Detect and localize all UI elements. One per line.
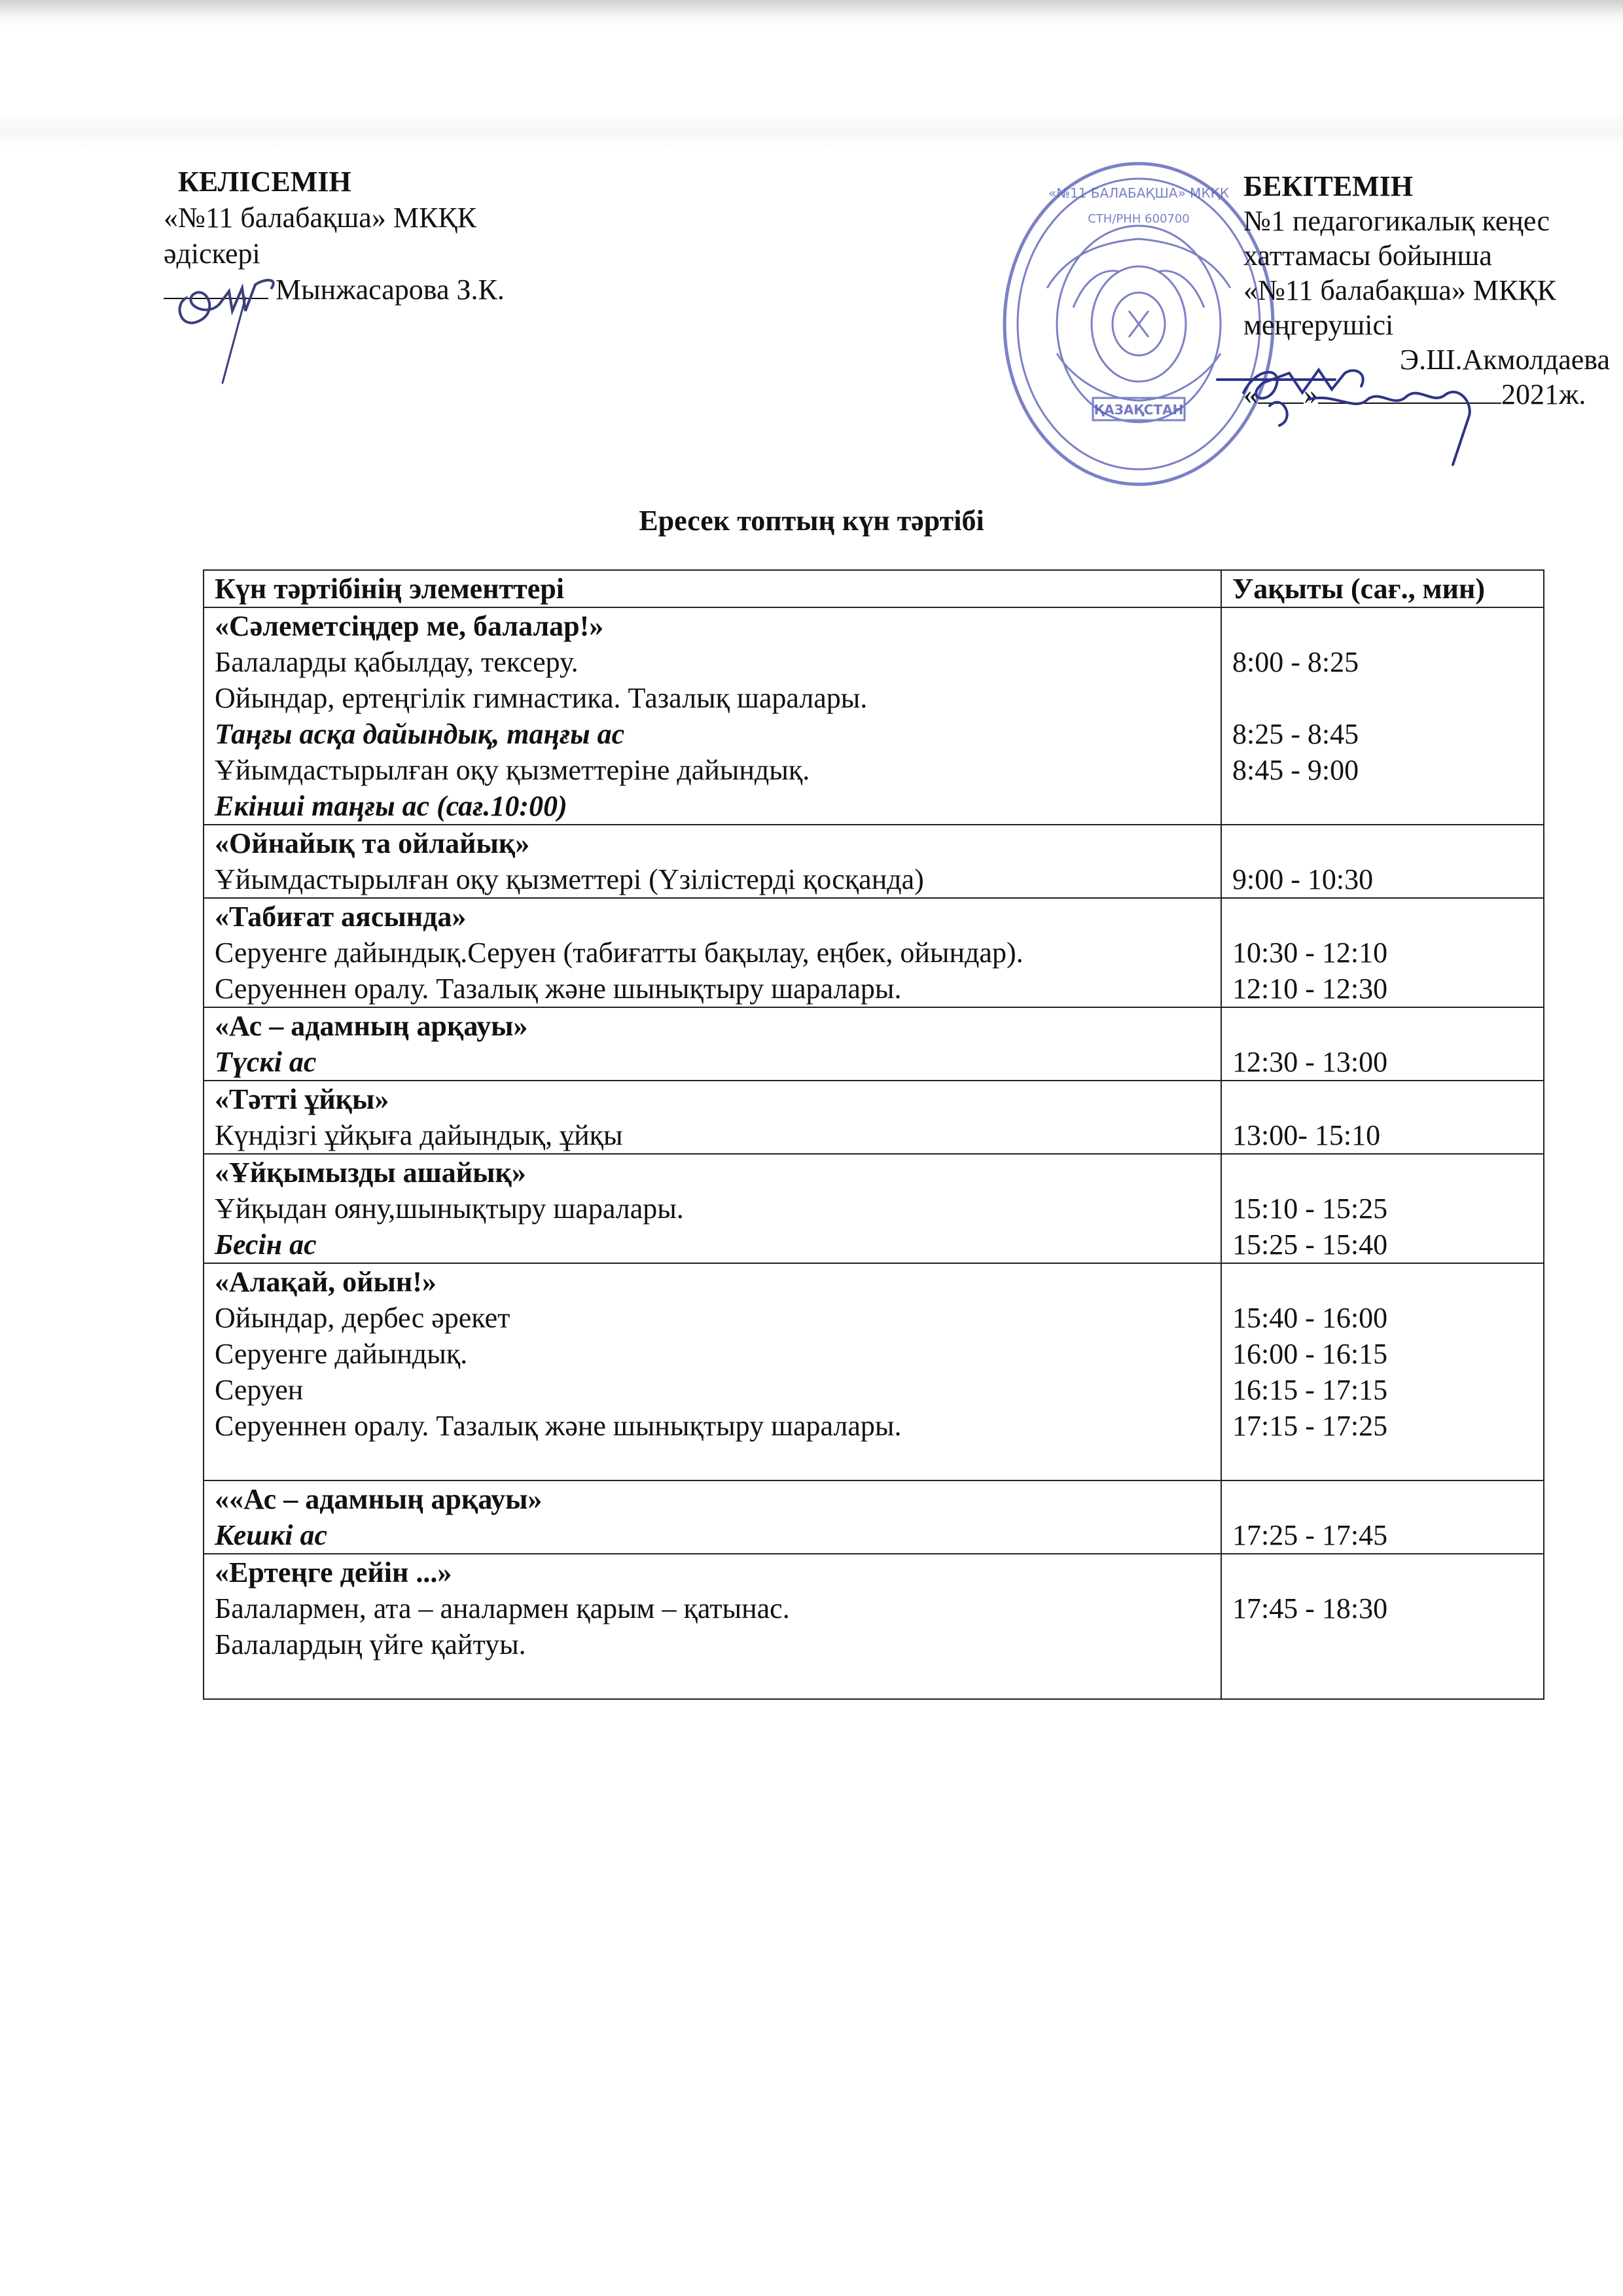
activity-line: Серуеннен оралу. Тазалық және шынықтыру шаралары. [215, 1410, 902, 1442]
seal-ring-text: «№11 БАЛАБАҚША» МКҚК [1048, 185, 1230, 201]
activity-line: Ұйымдастырылған оқу қызметтері (Үзілістерді қосқанда) [215, 863, 924, 895]
activity-cell [204, 898, 1221, 1007]
activity-cell [204, 825, 1221, 898]
table-row [204, 607, 1544, 825]
time-cell [1221, 825, 1544, 898]
time-range: 16:00 - 16:15 [1232, 1338, 1388, 1370]
table-header-row [204, 570, 1544, 607]
date-close-quote: » [1304, 378, 1318, 410]
activity-line: Серуеннен оралу. Тазалық және шынықтыру шаралары. [215, 973, 902, 1005]
activity-cell [204, 1081, 1221, 1154]
header-time: Уақыты (сағ., мин) [1221, 570, 1544, 607]
approval-left-role: әдіскері [164, 238, 260, 270]
time-range: 15:25 - 15:40 [1232, 1229, 1388, 1261]
time-cell [1221, 1263, 1544, 1480]
time-range [1232, 1081, 1533, 1117]
time-range [1232, 680, 1533, 716]
approval-right-line1: №1 педагогикалық кеңес [1243, 205, 1550, 237]
table-row [204, 825, 1544, 898]
time-range: 17:45 - 18:30 [1232, 1592, 1388, 1624]
approval-right-heading: БЕКІТЕМІН [1243, 170, 1414, 202]
time-range [1232, 608, 1533, 644]
time-cell [1221, 1480, 1544, 1554]
scan-edge-shadow [0, 0, 1623, 26]
table-row [204, 898, 1544, 1007]
time-range [1232, 1008, 1533, 1044]
time-range: 10:30 - 12:10 [1232, 937, 1388, 969]
activity-title: «Табиғат аясында» [215, 901, 467, 933]
seal-center-text: ҚАЗАҚСТАН [1094, 402, 1184, 418]
time-range: 12:10 - 12:30 [1232, 973, 1388, 1005]
time-range [1232, 1554, 1533, 1590]
time-range: 12:30 - 13:00 [1232, 1046, 1388, 1078]
activity-title: «Ойнайық та ойлайық» [215, 827, 530, 859]
time-range: 8:25 - 8:45 [1232, 718, 1359, 750]
time-cell [1221, 1081, 1544, 1154]
activity-line: Ойындар, дербес әрекет [215, 1302, 510, 1334]
time-range [1232, 1155, 1533, 1191]
time-range: 13:00- 15:10 [1232, 1119, 1381, 1151]
scan-artifact-stripe [0, 111, 1623, 151]
table-row [204, 1007, 1544, 1081]
activity-cell [204, 1007, 1221, 1081]
table-row [204, 1081, 1544, 1154]
activity-title: «Ұйқымызды ашайық» [215, 1157, 526, 1189]
approval-left-org: «№11 балабақша» МКҚК [164, 202, 477, 234]
date-open-quote: « [1243, 378, 1258, 410]
time-range: 17:25 - 17:45 [1232, 1519, 1388, 1551]
approval-right-name: Э.Ш.Акмолдаева [1400, 344, 1610, 376]
time-range [1232, 1444, 1533, 1480]
activity-line: Таңғы асқа дайындық, таңғы ас [215, 718, 625, 750]
activity-title: «Ас – адамның арқауы» [215, 1010, 528, 1042]
time-cell [1221, 1007, 1544, 1081]
activity-line: Ұйқыдан ояну,шынықтыру шаралары. [215, 1193, 684, 1225]
time-range: 16:15 - 17:15 [1232, 1374, 1388, 1406]
activity-line: Бесін ас [215, 1229, 317, 1261]
table-row [204, 1154, 1544, 1263]
activity-line: Кешкі ас [215, 1519, 327, 1551]
approval-left-heading: КЕЛІСЕМІН [178, 166, 351, 198]
activity-line: Серуенге дайындық. [215, 1338, 468, 1370]
time-cell [1221, 898, 1544, 1007]
activity-line: Балаларды қабылдау, тексеру. [215, 646, 579, 678]
time-range: 8:00 - 8:25 [1232, 646, 1359, 678]
header-elements: Күн тәртібінің элементтері [204, 570, 1221, 607]
time-range: 9:00 - 10:30 [1232, 863, 1374, 895]
table-row [204, 1263, 1544, 1480]
time-range [1232, 1662, 1533, 1698]
time-range [1232, 1626, 1533, 1662]
activity-title: «Ертеңге дейін ...» [215, 1556, 452, 1588]
activity-line: Екінші таңғы ас (сағ.10:00) [215, 790, 567, 822]
time-cell [1221, 1154, 1544, 1263]
signature-left-icon [167, 259, 298, 389]
activity-line: Серуен [215, 1374, 304, 1406]
activity-title: «Алақай, ойын!» [215, 1266, 437, 1298]
activity-line: Күндізгі ұйқыға дайындық, ұйқы [215, 1119, 623, 1151]
activity-title: «Сәлеметсіңдер ме, балалар!» [215, 610, 604, 642]
seal-number-text: СТН/РНН 600700 [1088, 212, 1190, 226]
time-range [1232, 825, 1533, 861]
table-row [204, 1480, 1544, 1554]
time-cell [1221, 607, 1544, 825]
activity-cell [204, 1154, 1221, 1263]
activity-cell [204, 607, 1221, 825]
time-range: 15:40 - 16:00 [1232, 1302, 1388, 1334]
time-range [1232, 899, 1533, 935]
activity-title: «Тәтті ұйқы» [215, 1083, 389, 1115]
activity-line: Балалардың үйге қайтуы. [215, 1628, 526, 1660]
schedule-table [203, 569, 1544, 1700]
time-range: 15:10 - 15:25 [1232, 1193, 1388, 1225]
table-row [204, 1554, 1544, 1699]
schedule-body [204, 607, 1544, 1699]
time-range: 8:45 - 9:00 [1232, 754, 1359, 786]
activity-line: Серуенге дайындық.Серуен (табиғатты бақылау, еңбек, ойындар). [215, 937, 1024, 969]
activity-cell [204, 1480, 1221, 1554]
activity-line: Балалармен, ата – аналармен қарым – қатынас. [215, 1592, 790, 1624]
approval-left-name: Мынжасарова З.К. [276, 274, 505, 306]
time-range: 17:15 - 17:25 [1232, 1410, 1388, 1442]
activity-line: Ойындар, ертеңгілік гимнастика. Тазалық шаралары. [215, 682, 868, 714]
approval-right-role: меңгерушісі [1243, 309, 1394, 341]
approval-right-line2: хаттамасы бойынша [1243, 240, 1492, 272]
activity-line: Ұйымдастырылған оқу қызметтеріне дайындық. [215, 754, 810, 786]
approval-right-year: 2021ж. [1501, 378, 1586, 410]
time-range [1232, 1264, 1533, 1300]
activity-title: ««Ас – адамның арқауы» [215, 1483, 543, 1515]
activity-cell [204, 1554, 1221, 1699]
signature-right-icon [1204, 353, 1610, 484]
time-range [1232, 1481, 1533, 1517]
time-cell [1221, 1554, 1544, 1699]
document-title: Ересек топтың күн тәртібі [639, 505, 984, 537]
time-range [1232, 788, 1533, 824]
activity-line: Түскі ас [215, 1046, 317, 1078]
activity-cell [204, 1263, 1221, 1480]
approval-right-org: «№11 балабақша» МКҚК [1243, 274, 1557, 306]
